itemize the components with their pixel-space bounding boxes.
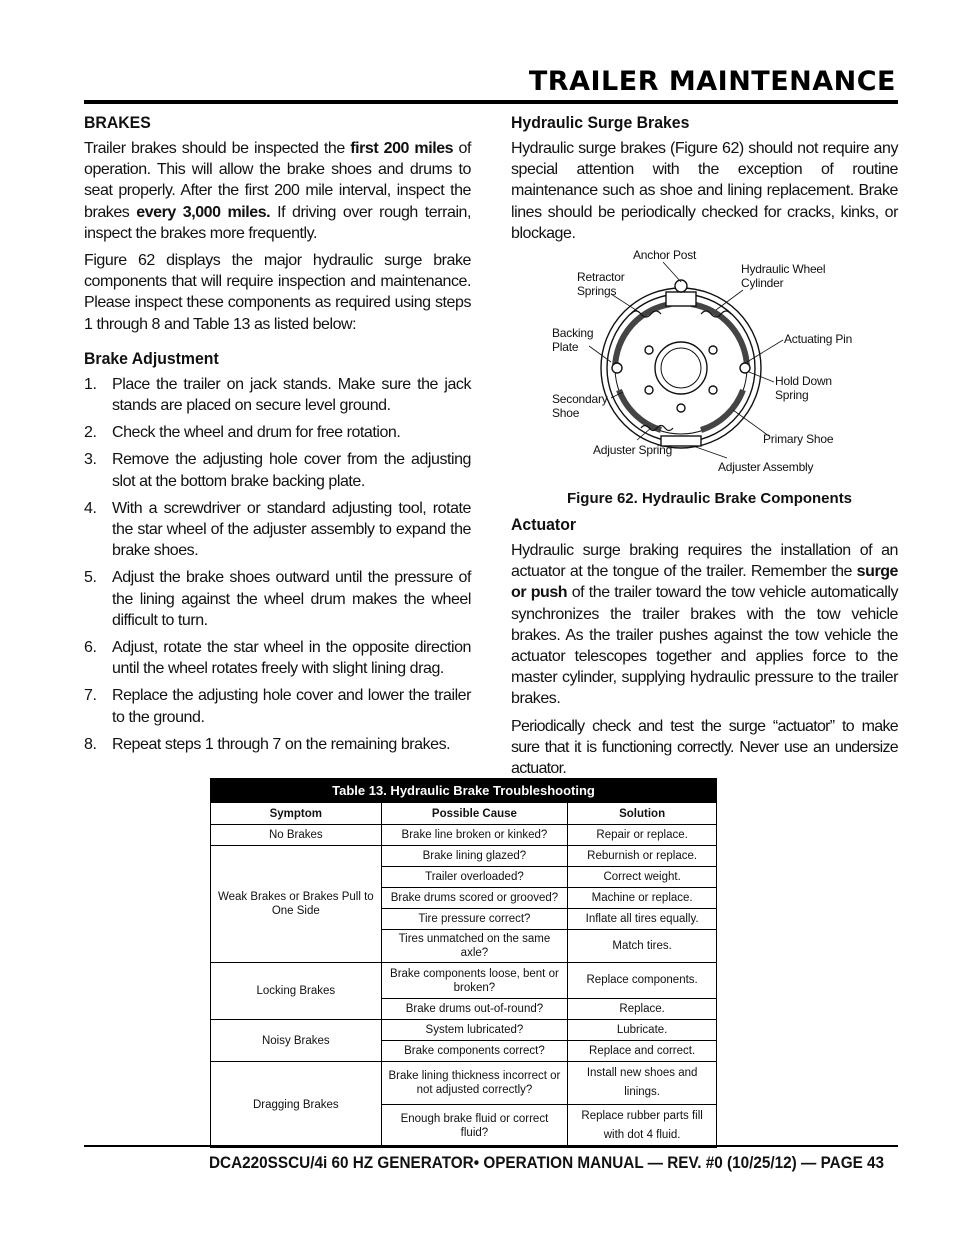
actuator-paragraph: Hydraulic surge braking requires the installation of an actuator at the tongue of the trailer. Remember the surge or push of the trailer toward the tow vehicle automatically synchronizes the trailer brakes with the tow vehicle brakes. As the trailer pushes against the tow vehicle the actuator telescopes together and applies force to the master cylinder, supplying hydraulic pressure to the trailer brakes.: [511, 542, 899, 708]
cause-cell: Brake components loose, bent or broken?: [381, 963, 568, 999]
step-text: With a screwdriver or standard adjusting tool, rotate the star wheel of the adjuster assembly to expand the brake shoes.: [112, 499, 471, 560]
table-row: [211, 1020, 717, 1041]
step-number: 1.: [84, 375, 97, 393]
symptom-cell: Locking Brakes: [211, 963, 382, 1020]
table-caption-row: [211, 779, 717, 803]
step-text: Replace the adjusting hole cover and lower the trailer to the ground.: [112, 687, 471, 726]
step-number: 8.: [84, 735, 97, 753]
solution-cell: Lubricate.: [568, 1020, 717, 1041]
cause-cell: Tires unmatched on the same axle?: [381, 930, 568, 963]
page-title: TRAILER MAINTENANCE: [528, 66, 896, 97]
surge-brakes-heading: Hydraulic Surge Brakes: [511, 113, 690, 132]
brakes-figure-paragraph: Figure 62 displays the major hydraulic surge brake components that will require inspection and maintenance. Please inspect these components as required using steps 1 through 8 and Table 13 as listed below:: [84, 252, 471, 333]
cause-cell: Enough brake fluid or correct fluid?: [381, 1105, 568, 1148]
label-actuating-pin: Actuating Pin: [784, 332, 853, 347]
adjustment-steps-list: [84, 374, 471, 755]
solution-cell: Replace components.: [568, 963, 717, 999]
actuator-check-paragraph: Periodically check and test the surge “actuator” to make sure that it is functioning correctly. Never use an undersize actuator.: [511, 717, 898, 778]
page-footer: DCA220SSCU/4i 60 HZ GENERATOR• OPERATION MANUAL — REV. #0 (10/25/12) — PAGE 43: [208, 1153, 884, 1172]
solution-cell: Install new shoes and linings.: [568, 1062, 717, 1105]
label-anchor-post: Anchor Post: [633, 248, 697, 263]
header-divider: [84, 100, 898, 104]
table-body: [211, 825, 717, 1148]
cause-cell: Brake line broken or kinked?: [381, 825, 568, 846]
symptom-cell: Weak Brakes or Brakes Pull to One Side: [211, 846, 382, 963]
label-hold-down-spring: Hold Down Spring: [775, 374, 832, 403]
symptom-cell: Dragging Brakes: [211, 1062, 382, 1148]
column-header-solution: Solution: [568, 803, 717, 825]
table-row: [211, 1062, 717, 1105]
surge-brakes-paragraph: Hydraulic surge brakes (Figure 62) should not require any special attention with the exception of routine maintenance such as shoe and lining replacement. Brake lines should be periodically checked for cracks, kinks, or blockage.: [511, 140, 898, 242]
brakes-intro-paragraph: Trailer brakes should be inspected the first 200 miles of operation. This will allow the brake shoes and drums to seat properly. After the first 200 mile interval, inspect the brakes every 3,000 miles. If driving over rough terrain, inspect the brakes more frequently.: [84, 140, 471, 242]
solution-cell: Replace rubber parts fill with dot 4 fluid.: [568, 1105, 717, 1148]
figure-caption: Figure 62. Hydraulic Brake Components: [566, 490, 853, 508]
column-header-cause: Possible Cause: [381, 803, 568, 825]
label-retractor-springs: Retractor Springs: [577, 270, 625, 299]
column-header-symptom: Symptom: [211, 803, 382, 825]
table-header-row: [211, 803, 717, 825]
step-number: 4.: [84, 499, 97, 517]
adjustment-step: [84, 637, 471, 679]
symptom-cell: Noisy Brakes: [211, 1020, 382, 1062]
adjustment-step: [84, 422, 471, 443]
solution-cell: Replace and correct.: [568, 1041, 717, 1062]
table-row: [211, 963, 717, 999]
cause-cell: Trailer overloaded?: [381, 867, 568, 888]
cause-cell: Brake lining glazed?: [381, 846, 568, 867]
step-number: 3.: [84, 451, 97, 469]
solution-cell: Repair or replace.: [568, 825, 717, 846]
solution-cell: Machine or replace.: [568, 888, 717, 909]
step-number: 5.: [84, 569, 97, 587]
solution-cell: Reburnish or replace.: [568, 846, 717, 867]
label-secondary-shoe: Secondary Shoe: [552, 392, 608, 421]
step-text: Adjust the brake shoes outward until the pressure of the lining against the wheel drum makes the wheel difficult to turn.: [112, 569, 471, 629]
cause-cell: Brake lining thickness incorrect or not adjusted correctly?: [381, 1062, 568, 1105]
step-number: 2.: [84, 424, 97, 442]
brake-components-figure: [511, 250, 898, 486]
cause-cell: System lubricated?: [381, 1020, 568, 1041]
troubleshooting-table-container: [210, 778, 717, 1148]
solution-cell: Match tires.: [568, 930, 717, 963]
cause-cell: Tire pressure correct?: [381, 909, 568, 930]
brakes-heading: BRAKES: [84, 113, 151, 132]
solution-cell: Correct weight.: [568, 867, 717, 888]
step-text: Remove the adjusting hole cover from the adjusting slot at the bottom brake backing plate.: [112, 451, 471, 490]
adjustment-step: [84, 567, 471, 631]
cause-cell: Brake components correct?: [381, 1041, 568, 1062]
solution-cell: Inflate all tires equally.: [568, 909, 717, 930]
left-column: [84, 113, 471, 761]
label-adjuster-spring: Adjuster Spring: [593, 443, 673, 458]
cause-cell: Brake drums scored or grooved?: [381, 888, 568, 909]
table-row: [211, 825, 717, 846]
step-text: Adjust, rotate the star wheel in the opposite direction until the wheel rotates freely with slight lining drag.: [112, 639, 471, 678]
step-text: Repeat steps 1 through 7 on the remaining brakes.: [112, 735, 451, 753]
adjustment-step: [84, 498, 471, 562]
solution-cell: Replace.: [568, 999, 717, 1020]
label-primary-shoe: Primary Shoe: [763, 432, 834, 447]
step-number: 6.: [84, 639, 97, 657]
table-row: [211, 846, 717, 867]
symptom-cell: No Brakes: [211, 825, 382, 846]
label-adjuster-assembly: Adjuster Assembly: [718, 460, 814, 475]
adjustment-step: [84, 374, 471, 416]
right-column: [511, 113, 898, 785]
footer-divider: [84, 1145, 898, 1147]
label-hydraulic-wheel-cylinder: Hydraulic Wheel Cylinder: [741, 262, 826, 291]
brake-adjustment-heading: Brake Adjustment: [84, 348, 219, 368]
table-caption: Table 13. Hydraulic Brake Troubleshooting: [211, 779, 717, 803]
brake-drum-illustration: [511, 250, 898, 486]
adjustment-step: [84, 734, 471, 755]
step-text: Check the wheel and drum for free rotation.: [112, 424, 401, 442]
actuator-heading: Actuator: [511, 515, 577, 535]
label-backing-plate: Backing Plate: [552, 326, 594, 355]
troubleshooting-table: [210, 778, 717, 1148]
cause-cell: Brake drums out-of-round?: [381, 999, 568, 1020]
adjustment-step: [84, 685, 471, 727]
adjustment-step: [84, 449, 471, 491]
step-number: 7.: [84, 687, 97, 705]
step-text: Place the trailer on jack stands. Make sure the jack stands are placed on secure level ground.: [112, 375, 471, 415]
